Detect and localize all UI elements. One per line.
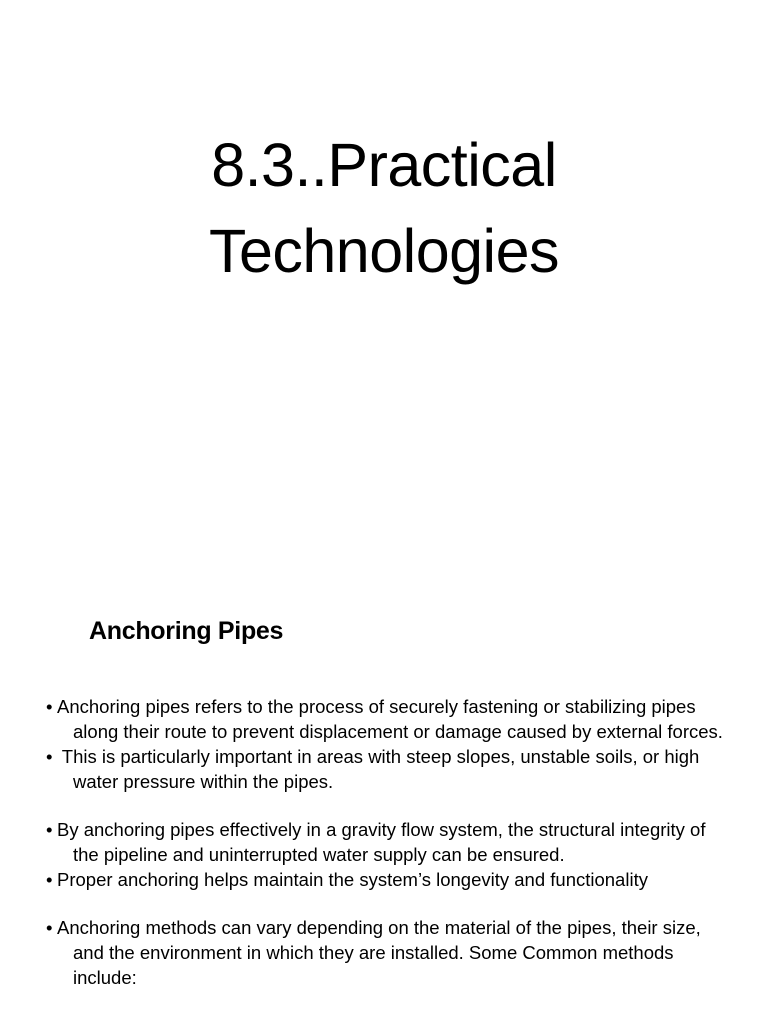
slide-title-line-2: Technologies	[208, 217, 560, 285]
bullet-text: This is particularly important in areas with steep slopes, unstable soils, or high water pressure within the pipes.	[57, 746, 700, 792]
section-heading: Anchoring Pipes	[89, 617, 284, 645]
bullet-item	[46, 915, 736, 990]
bullet-text: Anchoring methods can vary depending on the material of the pipes, their size, and the environment in which they are installed. Some Common methods include:	[57, 917, 701, 988]
bullet-item	[46, 744, 736, 794]
bullet-text: By anchoring pipes effectively in a gravity flow system, the structural integrity of the pipeline and uninterrupted water supply can be ensured.	[57, 819, 706, 865]
bullet-text: Proper anchoring helps maintain the system’s longevity and functionality	[57, 869, 648, 890]
slide-title	[0, 122, 768, 294]
bullet-icon: •	[46, 746, 53, 767]
bullet-list	[46, 694, 736, 990]
bullet-icon: •	[46, 819, 53, 840]
slide-title-line-1: 8.3..Practical	[211, 131, 557, 199]
bullet-icon: •	[46, 917, 53, 938]
bullet-item	[46, 867, 736, 892]
bullet-icon: •	[46, 696, 53, 717]
bullet-item	[46, 817, 736, 867]
bullet-item	[46, 694, 736, 744]
bullet-text: Anchoring pipes refers to the process of securely fastening or stabilizing pipes along their route to prevent displacement or damage caused by external forces.	[57, 696, 723, 742]
bullet-icon: •	[46, 869, 53, 890]
